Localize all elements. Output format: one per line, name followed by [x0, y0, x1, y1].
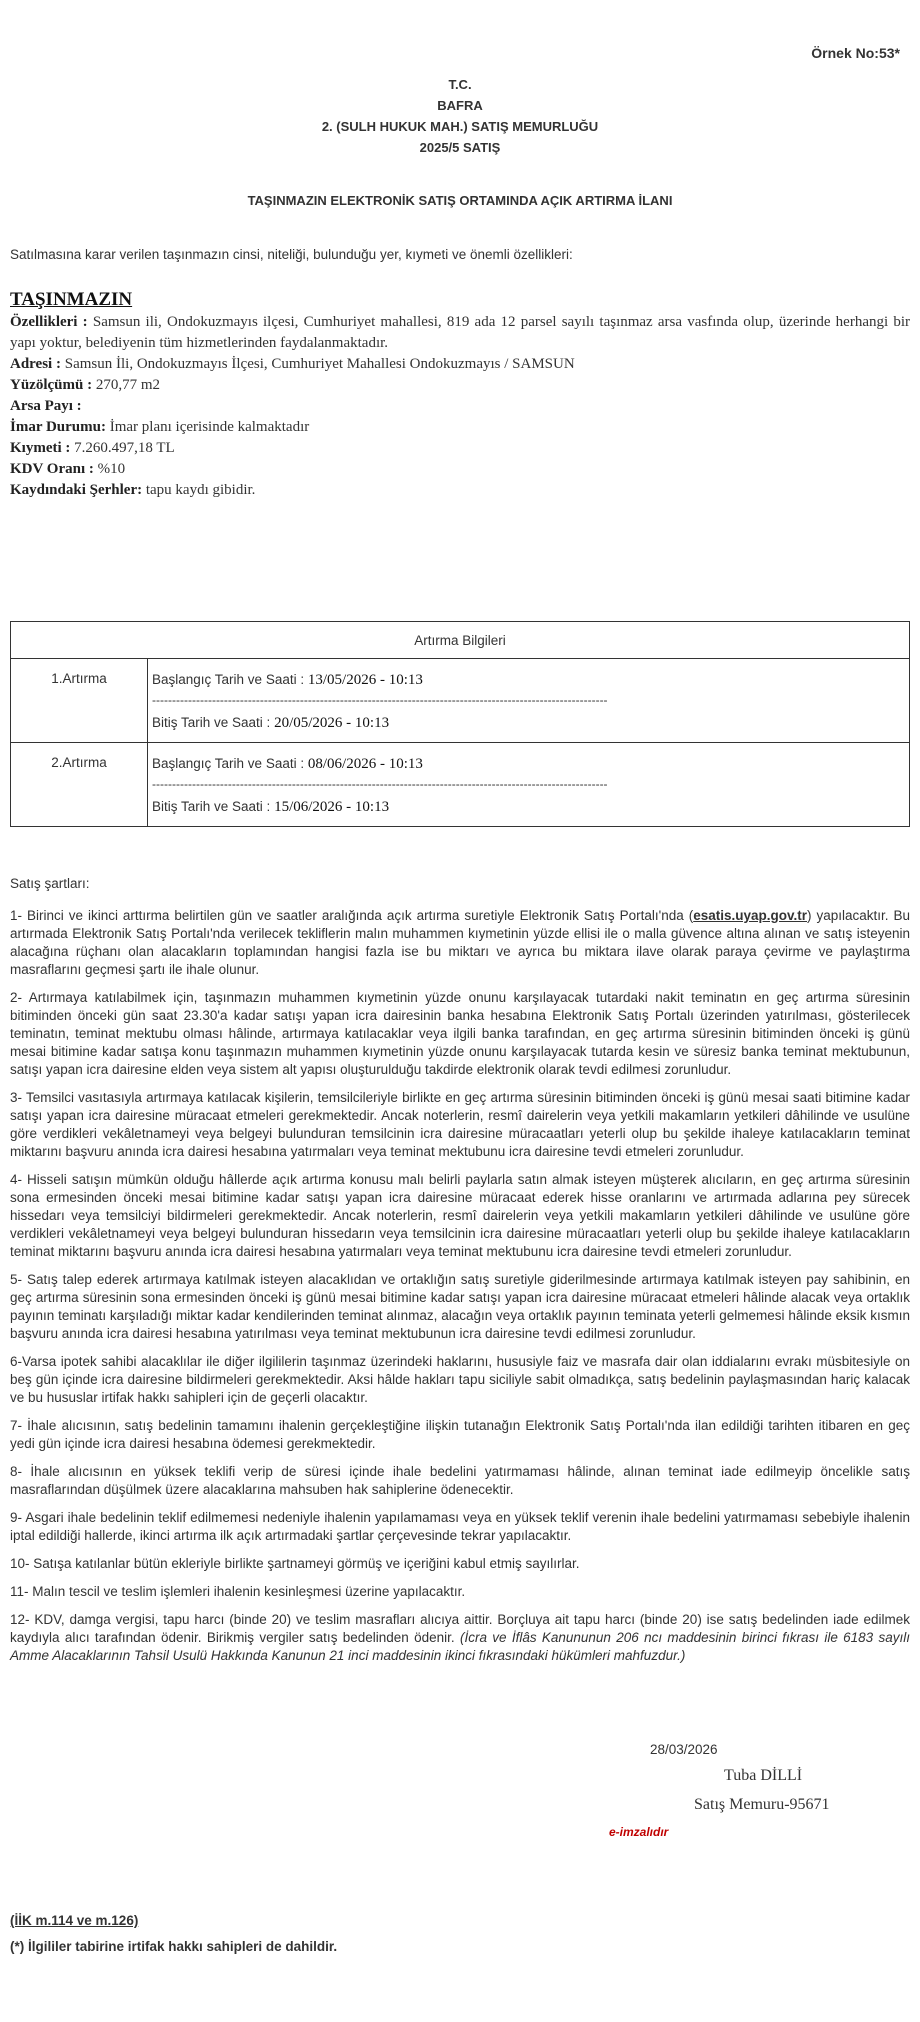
condition-10: 10- Satışa katılanlar bütün ekleriyle birlikte şartnameyi görmüş ve içeriğini kabul etmiş sayılırlar.	[10, 1556, 580, 1571]
auction-separator: ------------------------------------------------------------------------------------------------------------------	[152, 777, 608, 791]
end-label: Bitiş Tarih ve Saati :	[152, 799, 271, 814]
auction-dates	[148, 743, 910, 827]
document-header	[0, 74, 920, 158]
condition-1-text: 1- Birinci ve ikinci arttırma belirtilen gün ve saatler aralığında açık artırma suretiyle Elektronik Satış Portalı'nda (	[10, 908, 694, 923]
property-annotations	[10, 480, 910, 501]
zoning-label: İmar Durumu:	[10, 419, 106, 435]
header-office: 2. (SULH HUKUK MAH.) SATIŞ MEMURLUĞU	[321, 119, 599, 134]
condition-6: 6-Varsa ipotek sahibi alacaklılar ile diğer ilgililerin taşınmaz üzerindeki haklarını, hususiyle faiz ve masrafa dair olan iddialarını evrakı müsbitesiyle on beş gün içinde icra dairesine bildirmeleri gerekmektedir. Aksi hâlde hakları tapu siciliyle sabit olmadıkça, satış bedelinin paylaşmasından hariç kalacak ve bu hususlar irtifak hakkı sahipleri için de geçerli olacaktır.	[10, 1354, 910, 1405]
property-value	[10, 438, 910, 459]
property-section	[10, 288, 910, 501]
property-area	[10, 375, 910, 396]
condition-7: 7- İhale alıcısının, satış bedelinin tamamını ihalenin gerçekleştiğine ilişkin tutanağın Elektronik Satış Portalı'nda ilan edildiği tarihten itibaren en geç yedi gün içinde icra dairesi hesabına ödemesi gerekmektedir.	[10, 1418, 910, 1451]
condition-11: 11- Malın tescil ve teslim işlemleri ihalenin kesinleşmesi üzerine yapılacaktır.	[10, 1584, 466, 1599]
condition-8: 8- İhale alıcısının en yüksek teklifi verip de süresi içinde ihale bedelini yatırmaması hâlinde, alınan teminat iade edilmeyip öncelikle satış masraflarından düşülmek üzere alacaklarına mahsuben hak sahiplerine ödenecektir.	[10, 1464, 910, 1497]
auction-row	[11, 659, 910, 743]
property-features	[10, 312, 910, 354]
end-value: 15/06/2026 - 10:13	[274, 799, 390, 815]
auction-end	[152, 712, 905, 734]
auction-dates	[148, 659, 910, 743]
condition-1	[10, 907, 910, 979]
property-vat	[10, 459, 910, 480]
condition-12-text: 12- KDV, damga vergisi, tapu harcı (binde 20) ve teslim masrafları alıcıya aittir. Borçluya ait tapu harcı (binde 20) ise satış bedelinden iade edilmek kaydıyla alıcı tarafından ödenir. Birikmiş vergiler satış bedelinden ödenir.	[10, 1612, 910, 1645]
property-heading: TAŞINMAZIN	[10, 289, 133, 310]
property-address	[10, 354, 910, 375]
auction-end	[152, 796, 905, 818]
auction-separator: ------------------------------------------------------------------------------------------------------------------	[152, 693, 608, 707]
auction-table-title: Artırma Bilgileri	[11, 622, 910, 659]
start-value: 13/05/2026 - 10:13	[307, 672, 423, 688]
law-reference: (İİK m.114 ve m.126)	[10, 1913, 139, 1928]
address-label: Adresi :	[10, 356, 61, 372]
condition-12	[10, 1611, 910, 1665]
annotations-value: tapu kaydı gibidir.	[145, 482, 256, 498]
footnote: (*) İlgililer tabirine irtifak hakkı sahipleri de dahildir.	[10, 1939, 338, 1954]
address-value: Samsun İli, Ondokuzmayıs İlçesi, Cumhuriyet Mahallesi Ondokuzmayıs / SAMSUN	[64, 356, 575, 372]
condition-2: 2- Artırmaya katılabilmek için, taşınmazın muhammen kıymetinin yüzde onunu karşılayacak tutardaki nakit teminatın en geç artırma süresinin bitiminden önceki gün saat 23.30'a kadar satışı yapan icra dairesinin banka hesabına Elektronik Satış Portalı üzerinden yatırılması, gösterilecek teminatın, teminat mektubu olması hâlinde, artırmaya katılacaklar veya ilgili banka tarafından, en geç artırma süresinin bitiminden önceki iş günü mesai bitimine kadar satışa konu taşınmazın muhammen kıymetinin yüzde onunu karşılayacak tutarda kesin ve süresiz banka teminat mektubunun, satışı yapan icra dairesine elden veya sistem alt yapısı oluşturulduğu takdirde elektronik olarak tevdi edilmesi zorunludur.	[10, 990, 910, 1077]
auction-table	[10, 621, 910, 827]
intro-text: Satılmasına karar verilen taşınmazın cinsi, niteliği, bulunduğu yer, kıymeti ve önemli özellikleri:	[10, 247, 573, 262]
auction-row	[11, 743, 910, 827]
end-value: 20/05/2026 - 10:13	[274, 715, 390, 731]
header-file-no: 2025/5 SATIŞ	[419, 140, 501, 155]
end-label: Bitiş Tarih ve Saati :	[152, 715, 271, 730]
area-value: 270,77 m2	[95, 377, 161, 393]
area-label: Yüzölçümü :	[10, 377, 93, 393]
signature-date: 28/03/2026	[650, 1742, 718, 1757]
condition-1-text-end: ) yapılacaktır. Bu artırmada Elektronik Satış Portalı'nda verilecek tekliflerin malın muhammen kıymetinin yüzde ellisi ile o malla güvence altına alınan ve satış isteyenin alacağına rüçhanı olan alacakların toplamından hangisi fazla ise bu miktarı ve ayrıca bu miktara ilave olarak paraya çevirme ve paylaştırma masraflarını geçmesi şartı ile ihale olunur.	[10, 908, 910, 977]
value-label: Kıymeti :	[10, 440, 71, 456]
signer-name: Tuba DİLLİ	[724, 1767, 803, 1784]
ornek-no: Örnek No:53*	[811, 45, 900, 61]
start-label: Başlangıç Tarih ve Saati :	[152, 756, 305, 771]
features-label: Özellikleri :	[10, 314, 88, 330]
auction-name: 2.Artırma	[11, 743, 148, 827]
zoning-value: İmar planı içerisinde kalmaktadır	[109, 419, 310, 435]
start-value: 08/06/2026 - 10:13	[307, 756, 423, 772]
condition-5: 5- Satış talep ederek artırmaya katılmak isteyen alacaklıdan ve ortaklığın satış suretiyle giderilmesinde artırmaya katılmak isteyen pay sahibinin, en geç artırma süresinin sona ermesinden önceki iş günü mesai bitimine kadar satışı yapan icra dairesine müracaat etmeleri hâlinde alacak veya ortaklık payının teminatı karşıladığı miktar kadar kendilerinden teminat alınmaz, alacağın veya ortaklık payının teminata yeterli gelmemesi hâlinde eksik kısmın başvuru anında icra dairesi hesabına yatırılması veya teminat mektubunun icra dairesine tevdi edilmesi zorunludur.	[10, 1272, 910, 1341]
property-zoning	[10, 417, 910, 438]
auction-name: 1.Artırma	[11, 659, 148, 743]
condition-12-law-note: (İcra ve İflâs Kanununun 206 ncı maddesinin birinci fıkrası ile 6183 sayılı Amme Alacaklarının Tahsil Usulü Hakkında Kanunun 21 inci maddesinin ikinci fıkrasındaki hükümleri mahfuzdur.)	[10, 1630, 910, 1663]
header-tc: T.C.	[448, 77, 472, 92]
land-share-label: Arsa Payı :	[10, 398, 82, 414]
signer-role: Satış Memuru-95671	[694, 1796, 830, 1813]
vat-value: %10	[97, 461, 126, 477]
auction-start	[152, 669, 905, 691]
conditions-label: Satış şartları:	[10, 876, 90, 891]
start-label: Başlangıç Tarih ve Saati :	[152, 672, 305, 687]
features-value: Samsun ili, Ondokuzmayıs ilçesi, Cumhuriyet mahallesi, 819 ada 12 parsel sayılı taşınmaz arsa vasfında olup, üzerinde herhangi bir yapı yoktur, belediyenin tüm hizmetlerinden faydalanmaktadır.	[10, 314, 910, 351]
esatis-link[interactable]: esatis.uyap.gov.tr	[693, 908, 807, 923]
condition-9: 9- Asgari ihale bedelinin teklif edilmemesi nedeniyle ihalenin yapılamaması veya en yüksek teklif verenin ihale bedelini yatırmaması sebebiyle ihalenin iptal edildiği hallerde, ikinci artırma ilk açık artırmadaki şartlar çerçevesinde tekrar yapılacaktır.	[10, 1510, 910, 1543]
sale-conditions	[10, 875, 910, 1675]
auction-start	[152, 753, 905, 775]
condition-3: 3- Temsilci vasıtasıyla artırmaya katılacak kişilerin, temsilcileriyle birlikte en geç artırma süresinin bitiminden önceki iş günü mesai saati bitimine kadar satışı yapan icra dairesine müracaat etmeleri gerekmektedir. Ancak noterlerin, resmî dairelerin veya yetkili makamların yetkileri dâhilinde ve usulüne göre verdikleri vekâletnameyi veya belgeyi bulunduran temsilcinin icra dairesine müracaatları yeterli olup bu şekilde ihaleye katılacakların teminat miktarını başvuru anında icra dairesi hesabına yatırmaları veya teminat mektubunu icra dairesine tevdi etmeleri zorunludur.	[10, 1090, 910, 1159]
value-amount: 7.260.497,18 TL	[74, 440, 175, 456]
vat-label: KDV Oranı :	[10, 461, 94, 477]
header-city: BAFRA	[437, 98, 483, 113]
e-signature-mark: e-imzalıdır	[609, 1825, 669, 1839]
condition-4: 4- Hisseli satışın mümkün olduğu hâllerde açık artırma konusu malı belirli paylarla satın almak isteyen müşterek alıcıların, en geç artırma süresinin sona ermesinden önceki mesai bitimine kadar satışı yapan icra dairesine müracaat ederek hisse oranlarını ve artırmada adlarına pey sürecek hissedarı veya temsilciyi bildirmeleri gerekmektedir. Ancak noterlerin, resmî dairelerin veya yetkili makamların yetkileri dâhilinde ve usulüne göre verdikleri vekâletnameyi veya belgeyi bulunduran hissedarın veya temsilcinin icra dairesine müracaatları yeterli olup bu şekilde ihaleye katılacakların teminat miktarını başvuru anında icra dairesi hesabına yatırmaları veya teminat mektubunu icra dairesine tevdi etmeleri zorunludur.	[10, 1172, 910, 1259]
announcement-title: TAŞINMAZIN ELEKTRONİK SATIŞ ORTAMINDA AÇIK ARTIRMA İLANI	[247, 193, 673, 208]
annotations-label: Kaydındaki Şerhler:	[10, 482, 143, 498]
property-land-share	[10, 396, 910, 417]
